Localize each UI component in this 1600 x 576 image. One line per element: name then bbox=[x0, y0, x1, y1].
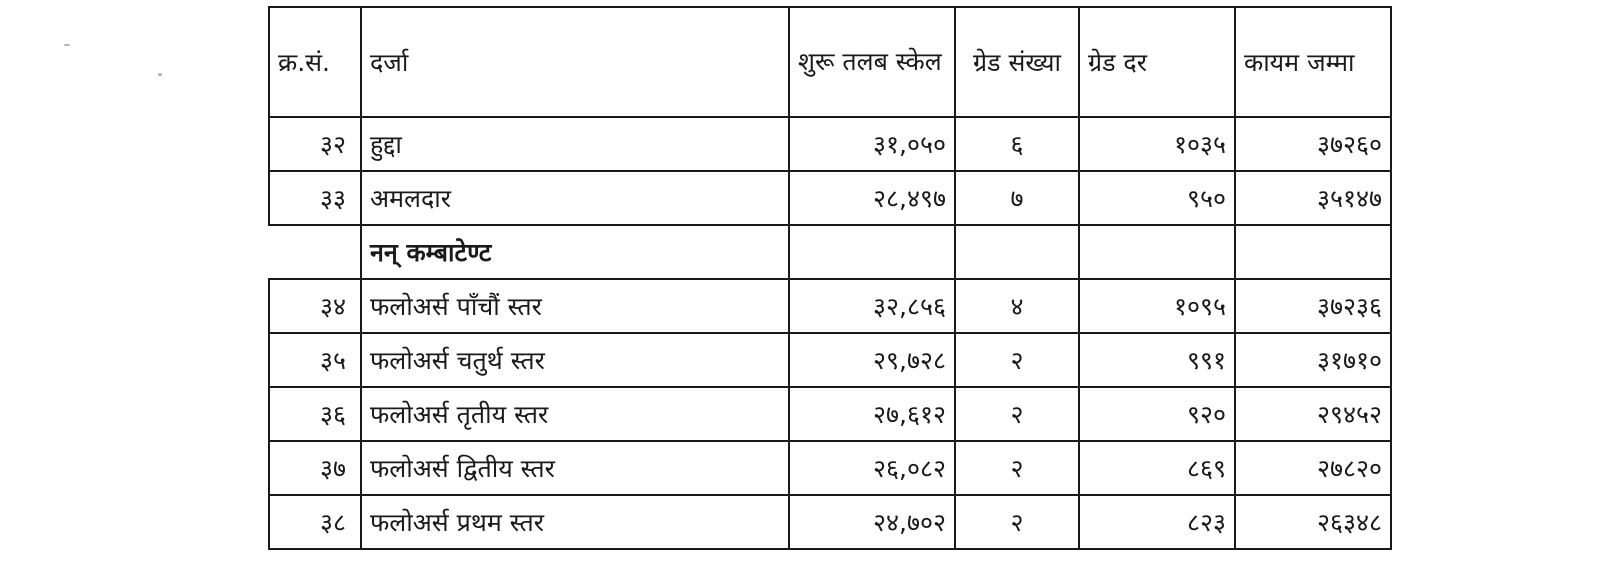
cell-rate: १०९५ bbox=[1079, 279, 1235, 333]
section-empty-cell bbox=[955, 225, 1079, 279]
table-row bbox=[269, 387, 1391, 441]
cell-rank: अमलदार bbox=[361, 171, 789, 225]
cell-total: ३७२६० bbox=[1235, 117, 1391, 171]
cell-scale: २९,७२८ bbox=[789, 333, 955, 387]
header-grade-rate: ग्रेड दर bbox=[1079, 7, 1235, 117]
cell-total: ३५१४७ bbox=[1235, 171, 1391, 225]
cell-scale: २८,४९७ bbox=[789, 171, 955, 225]
cell-total: २७८२० bbox=[1235, 441, 1391, 495]
header-fixed-total: कायम जम्मा bbox=[1235, 7, 1391, 117]
section-title: नन् कम्बाटेण्ट bbox=[361, 225, 789, 279]
cell-serial: ३८ bbox=[269, 495, 361, 549]
cell-scale: २४,७०२ bbox=[789, 495, 955, 549]
cell-grades: २ bbox=[955, 495, 1079, 549]
cell-rate: ९५० bbox=[1079, 171, 1235, 225]
cell-serial: ३७ bbox=[269, 441, 361, 495]
table-row bbox=[269, 495, 1391, 549]
table-row bbox=[269, 279, 1391, 333]
cell-rate: ८२३ bbox=[1079, 495, 1235, 549]
cell-grades: २ bbox=[955, 441, 1079, 495]
cell-rank: फलोअर्स द्वितीय स्तर bbox=[361, 441, 789, 495]
cell-rank: फलोअर्स प्रथम स्तर bbox=[361, 495, 789, 549]
cell-serial: ३५ bbox=[269, 333, 361, 387]
table-header-row bbox=[269, 7, 1391, 117]
section-empty-cell bbox=[789, 225, 955, 279]
cell-rank: फलोअर्स चतुर्थ स्तर bbox=[361, 333, 789, 387]
table-row bbox=[269, 117, 1391, 171]
section-empty-cell bbox=[1235, 225, 1391, 279]
cell-scale: ३१,०५० bbox=[789, 117, 955, 171]
cell-rank: हुद्दा bbox=[361, 117, 789, 171]
cell-serial: ३२ bbox=[269, 117, 361, 171]
cell-scale: ३२,८५६ bbox=[789, 279, 955, 333]
table-row bbox=[269, 441, 1391, 495]
cell-serial: ३४ bbox=[269, 279, 361, 333]
cell-rate: ९९१ bbox=[1079, 333, 1235, 387]
table-row bbox=[269, 333, 1391, 387]
section-row bbox=[269, 225, 1391, 279]
cell-scale: २७,६१२ bbox=[789, 387, 955, 441]
cell-rate: १०३५ bbox=[1079, 117, 1235, 171]
header-start-salary-scale: शुरू तलब स्केल bbox=[789, 7, 955, 117]
cell-serial: ३६ bbox=[269, 387, 361, 441]
scan-speck bbox=[158, 73, 162, 76]
table-row bbox=[269, 171, 1391, 225]
section-gap-cell bbox=[269, 225, 361, 279]
cell-rate: ९२० bbox=[1079, 387, 1235, 441]
section-empty-cell bbox=[1079, 225, 1235, 279]
cell-grades: २ bbox=[955, 387, 1079, 441]
cell-total: २९४५२ bbox=[1235, 387, 1391, 441]
header-serial: क्र.सं. bbox=[269, 7, 361, 117]
cell-rank: फलोअर्स पाँचौं स्तर bbox=[361, 279, 789, 333]
header-grade-count: ग्रेड संख्या bbox=[955, 7, 1079, 117]
cell-total: ३१७१० bbox=[1235, 333, 1391, 387]
salary-table bbox=[268, 6, 1392, 550]
cell-rank: फलोअर्स तृतीय स्तर bbox=[361, 387, 789, 441]
cell-total: ३७२३६ bbox=[1235, 279, 1391, 333]
scan-speck bbox=[64, 44, 70, 46]
cell-grades: ४ bbox=[955, 279, 1079, 333]
cell-grades: २ bbox=[955, 333, 1079, 387]
cell-scale: २६,०८२ bbox=[789, 441, 955, 495]
cell-rate: ८६९ bbox=[1079, 441, 1235, 495]
cell-total: २६३४८ bbox=[1235, 495, 1391, 549]
header-rank: दर्जा bbox=[361, 7, 789, 117]
cell-grades: ६ bbox=[955, 117, 1079, 171]
cell-serial: ३३ bbox=[269, 171, 361, 225]
cell-grades: ७ bbox=[955, 171, 1079, 225]
